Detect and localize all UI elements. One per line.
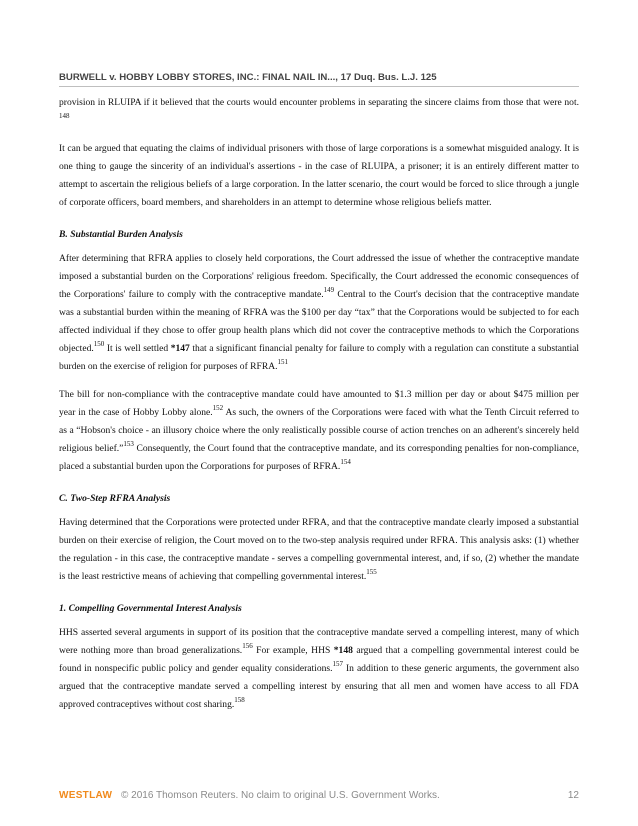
running-header: BURWELL v. HOBBY LOBBY STORES, INC.: FINAL NAIL IN..., 17 Duq. Bus. L.J. 125 <box>59 72 437 83</box>
page-footer <box>59 790 579 804</box>
section-heading-compelling-interest: 1. Compelling Governmental Interest Analysis <box>59 603 242 614</box>
star-page-147: *147 <box>170 343 190 354</box>
footnote-ref-150[interactable]: 150 <box>93 340 105 348</box>
paragraph-6: HHS asserted several arguments in support of its position that the contraceptive mandate served a compelling interest, many of which were nothing more than broad generalizations.$^{156}$ For example, HHS *148 argued that a compelling governmental interest could be found in nonspecific public policy and gender equality considerations.$^{157}$ In addition to these generic arguments, the government also argued that the contraceptive mandate served a compelling interest by ensuring that all men and women have access to all FDA approved contraceptives without cost sharing.$^{158}$ <box>59 627 579 710</box>
paragraph-5: Having determined that the Corporations were protected under RFRA, and that the contraceptive mandate clearly imposed a substantial burden on their exercise of religion, the Court moved on to the two-step analysis required under RFRA. This analysis asks: (1) whether the regulation - in this case, the contraceptive mandate - serves a compelling governmental interest, and, if so, (2) whether the mandate is the least restrictive means of achieving that compelling governmental interest.$^{155}$ <box>59 517 579 582</box>
footnote-ref-152[interactable]: 152 <box>212 404 224 412</box>
paragraph-2: It can be argued that equating the claims of individual prisoners with those of large corporations is a somewhat misguided analogy. It is one thing to gauge the sincerity of an individual's assertions - in the case of RLUIPA, a prisoner; it is an entirely different matter to attempt to ascertain the religious beliefs of a large corporation. In the latter scenario, the court would be forced to slice through a jungle of corporate officers, board members, and shareholders in an attempt to determine whose religious beliefs matter. <box>59 143 579 208</box>
section-heading-substantial-burden: B. Substantial Burden Analysis <box>59 229 183 240</box>
footnote-ref-149[interactable]: 149 <box>323 286 335 294</box>
document-body <box>59 94 579 724</box>
header-divider <box>59 86 579 87</box>
section-heading-two-step: C. Two-Step RFRA Analysis <box>59 493 171 504</box>
copyright-notice: © 2016 Thomson Reuters. No claim to original U.S. Government Works. <box>121 790 440 801</box>
star-page-148: *148 <box>333 645 353 656</box>
footnote-ref-158[interactable]: 158 <box>234 696 245 704</box>
footnote-ref-151[interactable]: 151 <box>277 358 288 366</box>
footnote-ref-153[interactable]: 153 <box>123 440 134 448</box>
paragraph-1: provision in RLUIPA if it believed that the courts would encounter problems in separating the sincere claims from those that were not. $^{148}$ <box>59 97 579 120</box>
footnote-ref-148[interactable]: 148 <box>59 112 70 120</box>
page-number: 12 <box>567 790 579 801</box>
westlaw-logo: WESTLAW <box>59 790 113 801</box>
footnote-ref-155[interactable]: 155 <box>366 568 377 576</box>
footnote-ref-154[interactable]: 154 <box>340 458 351 466</box>
paragraph-4: The bill for non-compliance with the contraceptive mandate could have amounted to $1.3 million per day or about $475 million per year in the case of Hobby Lobby alone.$^{152}$ As such, the owners of the Corporations were faced with what the Tenth Circuit referred to as a “Hobson's choice - an illusory choice where the only realistically possible course of action trenches on an adherent's sincerely held religious belief.”$^{153}$ Consequently, the Court found that the contraceptive mandate, and its corresponding penalties for non-compliance, placed a substantial burden upon the Corporations for purposes of RFRA.$^{154}$ <box>59 389 580 472</box>
paragraph-3: After determining that RFRA applies to closely held corporations, the Court addressed the issue of whether the contraceptive mandate imposed a substantial burden on the Corporations' religious freedom. Specifically, the Court addressed the economic consequences of the Corporations' failure to comply with the contraceptive mandate.$^{149}$ Central to the Court's decision that the contraceptive mandate was a substantial burden within the meaning of RFRA was the $100 per day “tax” that the Corporations would be subjected to for each affected individual if they chose to offer group health plans which did not cover the contraceptive methods to which the Corporations objected.$^{150}$ It is well settled *147 that a significant financial penalty for failure to comply with a regulation can constitute a substantial burden on the exercise of religion for purposes of RFRA.$^{151}$ <box>59 253 579 372</box>
footnote-ref-156[interactable]: 156 <box>242 642 253 650</box>
footnote-ref-157[interactable]: 157 <box>332 660 343 668</box>
